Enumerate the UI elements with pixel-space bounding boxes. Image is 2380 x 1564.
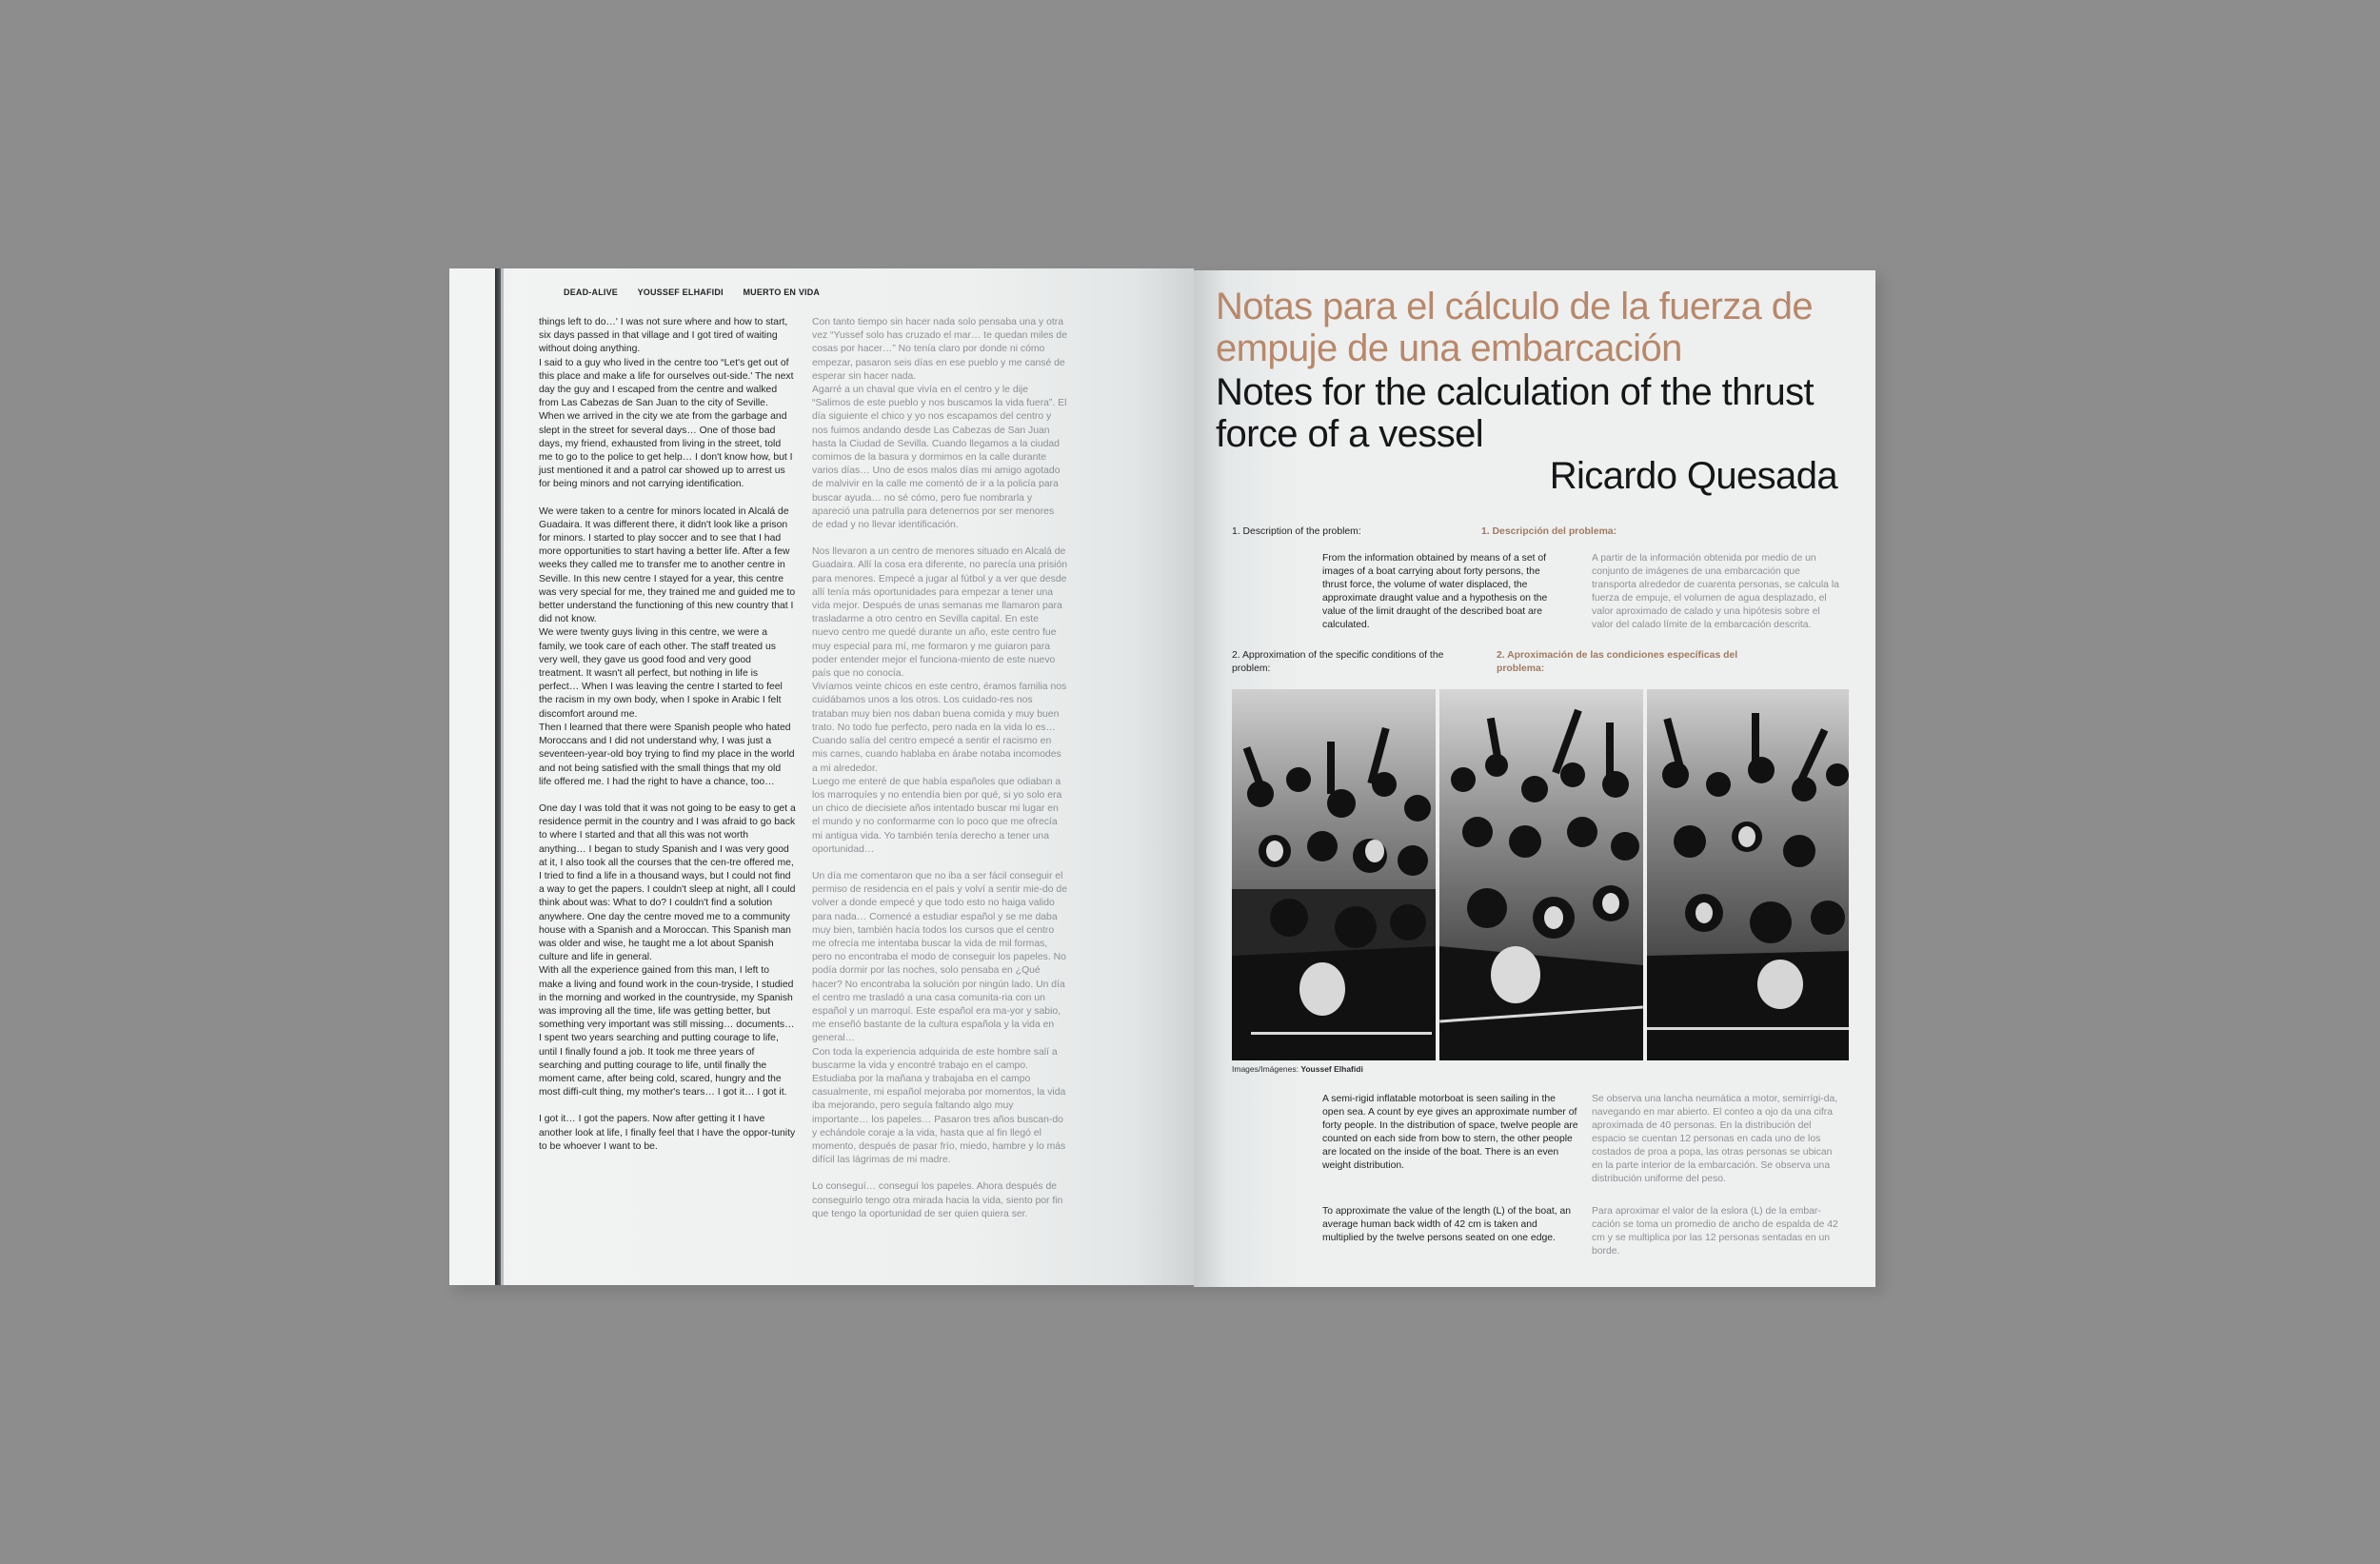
section1-text-es: A partir de la información obtenida por medio de un conjunto de imágenes de una embarcación que transporta alrededor de cuarenta personas, se calcula la fuerza de empuje, el volumen de agua desplazado, el valor aproximado de calado y una hipótesis sobre el valor del calado límite de la embarcación descrita. — [1592, 553, 1839, 630]
section1-heading-es: 1. Descripción del problema: — [1481, 526, 1617, 537]
section2-heading-es: 2. Aproximación de las condiciones específicas del problema: — [1497, 650, 1738, 674]
english-paragraph: I got it… I got the papers. Now after getting it I have another look at life, I finally feel that I have the oppor-tunity to be whoever I want to be. — [539, 1114, 796, 1152]
english-paragraph: We were taken to a centre for minors located in Alcalá de Guadaira. It was different there, it didn't look like a prison for minors. I started to play soccer and to see that I had more opportunities to start having a better life. After a few weeks they called me to transfer me to another centre in Seville. In this new centre I stayed for a year, this centre was very special for me, they trained me and guided me to better understand the functioning of this new country that I did not know. We were twenty guys living in this centre, we were a family, we took care of each other. The staff treated us very well, they gave us good food and very good treatment. It wasn't all perfect, but nothing in life is perfect… When I was leaving the centre I started to feel the racism in my own body, when I spoke in Arabic I felt discomfort around me. Then I learned that there were Spanish people who hated Moroccans and I did not understand why, I was just a seventeen-year-old boy trying to find my place in the world and not being satisfied with the small things that my old life offered me. I had the right to have a chance, too… — [539, 505, 796, 787]
section1-text-en: From the information obtained by means of a set of images of a boat carrying about forty persons, the thrust force, the volume of water displaced, the approximate draught value and a hypothesis on the value of the limit draught of the described boat are calculated. — [1322, 553, 1548, 630]
paragraph3-en: A semi-rigid inflatable motorboat is seen sailing in the open sea. A count by eye gives an approximate number of forty people. In the distribution of space, twelve people are counted on each side from bow to stern, the other people are located on the inside of the boat. There is an even weight distribution. — [1322, 1094, 1578, 1171]
title-english: Notes for the calculation of the thrust force of a vessel — [1216, 371, 1815, 455]
header-author: YOUSSEF ELHAFIDI — [637, 287, 724, 297]
spanish-paragraph: Un día me comentaron que no iba a ser fácil conseguir el permiso de residencia en el país y volví a sentir mie-do de volver a donde empecé y que todo esto no haiga valido para nada… Comencé a estudiar español y se me daba muy bien, también hacía todos los cursos que el centro me ofrecía me intentaba buscar la vida de mil formas, pero no encontraba el modo de conseguir los papeles. No podía dormir por las noches, solo pensaba en ¿Qué hacer? No encontraba la solución por ningún lado. Un día el centro me trasladó a una casa comunita-ria con un español y un marroquí. Este español era ma-yor y sabio, me enseñó bastante de la cultura española y la vida en general… Con toda la experiencia adquirida de este hombre salí a buscarme la vida y encontré trabajo en el campo. Estudiaba por la mañana y trabajaba en el campo casualmente, mi español mejoraba por momentos, la vida iba mejorando, pero seguía faltando algo muy importante… los papeles… Pasaron tres años buscan-do y echándole coraje a la vida, hasta que al fin llegó el momento, después de pasar frío, miedo, hambre y lo más difícil las lágrimas de mi madre. — [812, 870, 1067, 1166]
title-spanish: Notas para el cálculo de la fuerza de empuje de una embarcación — [1216, 286, 1814, 369]
section1-heading-en: 1. Description of the problem: — [1232, 526, 1361, 537]
paragraph4-es: Para aproximar el valor de la eslora (L) de la embar-cación se toma un promedio de ancho de espalda de 42 cm y se multiplica por las 12 personas sentadas en un borde. — [1592, 1206, 1838, 1257]
english-paragraph: One day I was told that it was not going to be easy to get a residence permit in the country and I was afraid to go back to where I started and that all this was not worth anything… I began to study Spanish and I was very good at it, I also took all the courses that the cen-tre offered me, I tried to find a life in a thousand ways, but I could not find a way to get the papers. I couldn't sleep at night, all I could think about was: What to do? I couldn't find a solution anywhere. One day the centre moved me to a community house with a Spanish and a Moroccan. This Spanish man was older and wise, he taught me a lot about Spanish culture and life in general. With all the experience gained from this man, I left to make a living and found work in the coun-tryside, I studied in the morning and worked in the countryside, my Spanish was improving all the time, life was getting better, but something very important was still missing… documents… I spent two years searching and putting courage to life, until I finally found a job. It took me three years of searching and putting courage to life, until finally the moment came, after being cold, scared, hungry and the most diffi-cult thing, my mother's tears… I got it… I got it. — [539, 802, 796, 1099]
spanish-paragraph: Con tanto tiempo sin hacer nada solo pensaba una y otra vez “Yussef solo has cruzado el mar… te quedan miles de cosas por hacer…” No tenía claro por donde ni cómo empezar, pasaron seis días en ese pueblo y me cansé de esperar sin hacer nada. Agarré a un chaval que vivía en el centro y le dije “Salimos de este pueblo y nos buscamos la vida fuera”. El día siguiente el chico y yo nos escapamos del centro y nos fuimos andando desde Las Cabezas de San Juan hasta la Ciudad de Sevilla. Cuando llegamos a la ciudad comimos de la basura y dormimos en la calle durante varios días… Uno de esos malos días mi amigo agotado de malvivir en la calle me comentó de ir a la policía para buscar ayuda… no sé cómo, pero fue nombrarla y apareció una patrulla para detenernos por ser menores de edad y no llevar identificación. — [812, 317, 1067, 531]
spanish-paragraph: Lo conseguí… conseguí los papeles. Ahora después de conseguirlo tengo otra mirada hacia la vida, siento por fin que tengo la oportunidad de ser quien quiera ser. — [812, 1181, 1063, 1219]
header-series: DEAD-ALIVE — [564, 287, 619, 297]
english-text-column — [539, 316, 796, 1167]
spanish-paragraph: Nos llevaron a un centro de menores situado en Alcalá de Guadaira. Allí la cosa era diferente, no parecía una prisión para menores. Empecé a jugar al fútbol y a ver que desde allí tenía más oportunidades para empezar a tener una vida mejor. Después de unas semanas me llamaron para trasladarme a otro centro en Sevilla capital. En este nuevo centro me quedé durante un año, este centro fue muy especial para mí, me formaron y me guiaron para poder entender mejor el funciona-miento de este nuevo país que no conocía. Vivíamos veinte chicos en este centro, éramos familia nos cuidábamos unos a los otros. Los cuidado-res nos trataban muy bien nos daban buena comida y muy buen trato. No todo fue perfecto, pero nada en la vida lo es… Cuando salía del centro empecé a sentir el racismo en mis carnes, cuando hablaba en árabe notaba incomodes a mi alrededor. Luego me enteré de que había españoles que odiaban a los marroquíes y no entendía bien por qué, si yo solo era un chico de diecisiete años intentado buscar mi lugar en el mundo y no conformarme con lo poco que me ofrecía mi antigua vida. Yo también tenía derecho a tener una oportunidad… — [812, 546, 1068, 855]
boat-photo-2 — [1439, 689, 1643, 1060]
author-name: Ricardo Quesada — [1549, 455, 1837, 497]
paragraph4-en: To approximate the value of the length (L) of the boat, an average human back width of 42 cm is taken and multiplied by the twelve persons seated on one edge. — [1322, 1206, 1572, 1243]
running-header — [564, 287, 837, 297]
boat-photo-3 — [1647, 689, 1849, 1060]
page-edge-light — [501, 268, 504, 1285]
english-paragraph: things left to do…' I was not sure where and how to start, six days passed in that village and I got tired of waiting without doing anything. I said to a guy who lived in the centre too “Let's get out of this place and make a life for ourselves out-side.' The next day the guy and I escaped from the centre and walked from Las Cabezas de San Juan to the city of Seville. When we arrived in the city we ate from the garbage and slept in the street for several days… One of those bad days, my friend, exhausted from living in the street, told me to go to the police to get help… I don't know how, but I just mentioned it and a patrol car showed up to arrest us for being minors and not carrying identification. — [539, 317, 794, 490]
section2-heading-en: 2. Approximation of the specific conditions of the problem: — [1232, 650, 1444, 674]
photo-credit — [1232, 1064, 1363, 1074]
spanish-text-column — [812, 316, 1067, 1235]
boat-photo-1 — [1232, 689, 1436, 1060]
photo-credit-name: Youssef Elhafidi — [1300, 1064, 1363, 1074]
header-title-es: MUERTO EN VIDA — [743, 287, 821, 297]
paragraph3-es: Se observa una lancha neumática a motor, semirrígi-da, navegando en mar abierto. El conteo a ojo da una cifra aproximada de 40 personas. En la distribución del espacio se cuentan 12 personas en cada uno de los costados de proa a popa, las otras personas se ubican en la parte interior de la embarcación. Se observa una distribución uniforme del peso. — [1592, 1094, 1838, 1184]
photo-credit-label: Images/Imágenes: — [1232, 1064, 1299, 1074]
